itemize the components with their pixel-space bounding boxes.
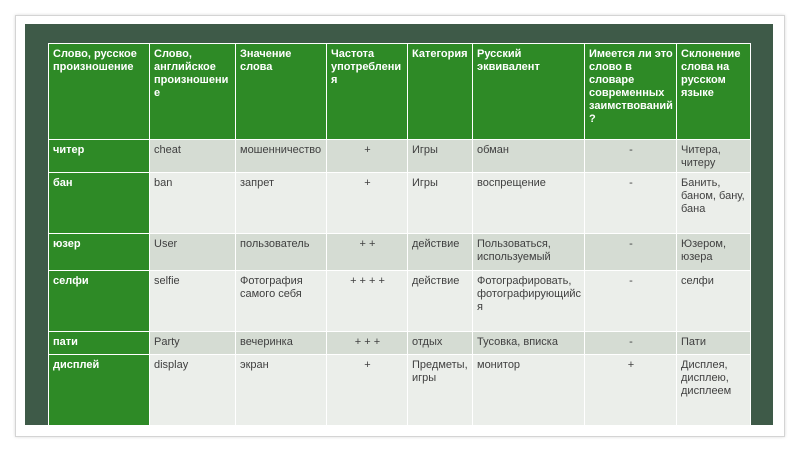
slide — [25, 24, 773, 425]
word-meaning: пользователь — [236, 234, 327, 271]
word-meaning: экран — [236, 355, 327, 426]
in-dictionary: - — [585, 173, 677, 234]
word-english: User — [150, 234, 236, 271]
word-english: ban — [150, 173, 236, 234]
in-dictionary: - — [585, 271, 677, 332]
word-meaning: запрет — [236, 173, 327, 234]
in-dictionary: - — [585, 140, 677, 173]
word-english: selfie — [150, 271, 236, 332]
declension: Банить, баном, бану, бана — [677, 173, 751, 234]
table-row — [49, 234, 751, 271]
in-dictionary: - — [585, 234, 677, 271]
declension: Юзером, юзера — [677, 234, 751, 271]
word-category: действие — [408, 271, 473, 332]
russian-equivalent: Тусовка, вписка — [473, 332, 585, 355]
word-english: display — [150, 355, 236, 426]
vocabulary-table — [48, 43, 751, 426]
word-russian: селфи — [49, 271, 150, 332]
word-russian: читер — [49, 140, 150, 173]
word-meaning: Фотография самого себя — [236, 271, 327, 332]
word-russian: бан — [49, 173, 150, 234]
word-meaning: мошенничество — [236, 140, 327, 173]
russian-equivalent: обман — [473, 140, 585, 173]
header-cell: Имеется ли это слово в словаре современных заимствований? — [585, 44, 677, 140]
usage-frequency: + — [327, 355, 408, 426]
usage-frequency: + — [327, 140, 408, 173]
word-category: Игры — [408, 173, 473, 234]
russian-equivalent: Фотографировать, фотографирующийся — [473, 271, 585, 332]
header-cell: Русский эквивалент — [473, 44, 585, 140]
usage-frequency: + + + — [327, 332, 408, 355]
declension: селфи — [677, 271, 751, 332]
russian-equivalent: монитор — [473, 355, 585, 426]
header-cell: Слово, английское произношение — [150, 44, 236, 140]
word-meaning: вечеринка — [236, 332, 327, 355]
word-russian: юзер — [49, 234, 150, 271]
word-russian: пати — [49, 332, 150, 355]
word-category: действие — [408, 234, 473, 271]
header-cell: Склонение слова на русском языке — [677, 44, 751, 140]
usage-frequency: + + — [327, 234, 408, 271]
usage-frequency: + — [327, 173, 408, 234]
declension: Читера, читеру — [677, 140, 751, 173]
word-english: cheat — [150, 140, 236, 173]
header-cell: Значение слова — [236, 44, 327, 140]
table-row — [49, 271, 751, 332]
word-category: Предметы, игры — [408, 355, 473, 426]
word-russian: дисплей — [49, 355, 150, 426]
declension: Дисплея, дисплею, дисплеем — [677, 355, 751, 426]
header-cell: Категория — [408, 44, 473, 140]
russian-equivalent: Пользоваться, используемый — [473, 234, 585, 271]
word-english: Party — [150, 332, 236, 355]
in-dictionary: + — [585, 355, 677, 426]
word-category: отдых — [408, 332, 473, 355]
table-header-row — [49, 44, 751, 140]
word-category: Игры — [408, 140, 473, 173]
russian-equivalent: воспрещение — [473, 173, 585, 234]
header-cell: Слово, русское произношение — [49, 44, 150, 140]
table-row — [49, 140, 751, 173]
in-dictionary: - — [585, 332, 677, 355]
declension: Пати — [677, 332, 751, 355]
table-row — [49, 355, 751, 426]
table-row — [49, 332, 751, 355]
table-row — [49, 173, 751, 234]
header-cell: Частота употребления — [327, 44, 408, 140]
usage-frequency: + + + + — [327, 271, 408, 332]
